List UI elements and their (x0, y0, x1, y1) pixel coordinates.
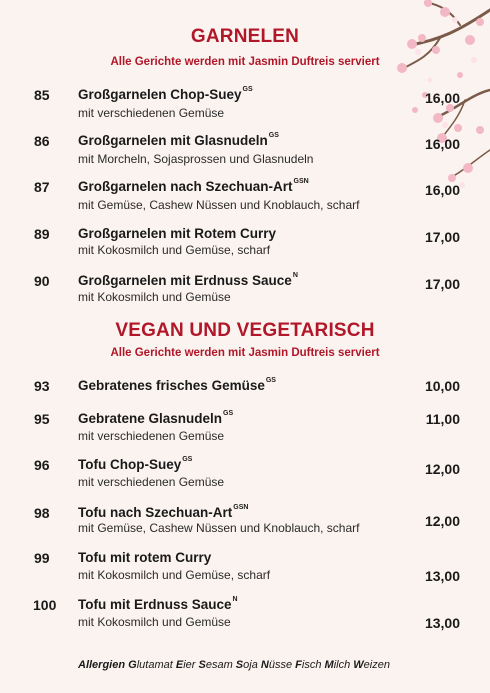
allergen-tag: N (232, 595, 238, 603)
allergen-tag: GS (223, 409, 234, 417)
dish-number: 96 (34, 457, 50, 473)
dish-name: Großgarnelen mit Rotem Curry (78, 226, 277, 241)
dish-description: mit Gemüse, Cashew Nüssen und Knoblauch, scharf (78, 198, 360, 212)
dish-row (0, 457, 490, 497)
dish-price: 13,00 (424, 615, 460, 631)
dish-description: mit Kokosmilch und Gemüse, scharf (78, 243, 271, 257)
dish-number: 98 (34, 505, 50, 521)
dish-number: 100 (33, 597, 57, 613)
dish-name: Tofu Chop-Suey$^{GS}$ (78, 455, 193, 472)
dish-price: 13,00 (424, 568, 460, 584)
allergen-tag: GS (242, 85, 253, 93)
section-subtitle-vegan: Alle Gerichte werden mit Jasmin Duftreis serviert (110, 347, 380, 359)
dish-number: 93 (34, 378, 50, 394)
allergen-item: Glutamat (128, 659, 173, 671)
allergen-item: Milch (324, 659, 351, 671)
allergen-item: Soja (235, 659, 258, 671)
dish-row (0, 133, 490, 173)
allergen-item: Nüsse (260, 659, 293, 671)
dish-price: 16,00 (424, 90, 460, 106)
dish-name: Tofu mit Erdnuss Sauce$^N$ (78, 595, 238, 612)
dish-name: Großgarnelen Chop-Suey$^{GS}$ (78, 85, 253, 102)
dish-name: Gebratenes frisches Gemüse$^{GS}$ (78, 376, 276, 393)
dish-price: 17,00 (424, 276, 460, 292)
dish-description: mit Morcheln, Sojasprossen und Glasnudeln (78, 152, 314, 166)
section-subtitle-garnelen: Alle Gerichte werden mit Jasmin Duftreis serviert (110, 56, 380, 68)
dish-number: 95 (34, 411, 50, 427)
allergen-tag: GSN (233, 503, 249, 511)
allergen-tag: GSN (293, 177, 309, 185)
allergen-tag: GS (268, 131, 279, 139)
allergen-tag: GS (265, 376, 276, 384)
section-title-vegan: VEGAN UND VEGETARISCH (115, 320, 375, 341)
dish-number: 99 (34, 550, 50, 566)
dish-row (0, 550, 490, 590)
allergen-legend (78, 659, 390, 671)
dish-description: mit Kokosmilch und Gemüse (78, 290, 231, 304)
allergen-item: Eier (175, 659, 196, 671)
dish-row (0, 505, 490, 545)
dish-description: mit Kokosmilch und Gemüse (78, 615, 231, 629)
allergen-item: Sesam (198, 659, 233, 671)
dish-description: mit Kokosmilch und Gemüse, scharf (78, 568, 271, 582)
dish-price: 12,00 (424, 513, 460, 529)
dish-number: 85 (34, 87, 50, 103)
allergen-tag: GS (182, 455, 193, 463)
dish-name: Gebratene Glasnudeln$^{GS}$ (78, 409, 234, 426)
dish-number: 89 (34, 226, 50, 242)
dish-row (0, 597, 490, 637)
dish-row (0, 179, 490, 219)
dish-number: 90 (34, 273, 50, 289)
dish-price: 16,00 (424, 182, 460, 198)
allergen-item: Fisch (295, 659, 322, 671)
section-title-garnelen: GARNELEN (190, 26, 300, 47)
dish-description: mit verschiedenen Gemüse (78, 429, 225, 443)
dish-description: mit verschiedenen Gemüse (78, 475, 225, 489)
dish-name: Großgarnelen nach Szechuan-Art$^{GSN}$ (78, 177, 309, 194)
dish-name: Großgarnelen mit Glasnudeln$^{GS}$ (78, 131, 279, 148)
allergen-tag: N (292, 271, 298, 279)
dish-name: Tofu mit rotem Curry (78, 550, 212, 565)
dish-row (0, 411, 490, 451)
allergen-item: Weizen (353, 659, 390, 671)
dish-price: 16,00 (424, 136, 460, 152)
dish-price: 12,00 (424, 461, 460, 477)
dish-row (0, 273, 490, 313)
dish-number: 86 (34, 133, 50, 149)
dish-number: 87 (34, 179, 50, 195)
dish-name: Tofu nach Szechuan-Art$^{GSN}$ (78, 503, 249, 520)
allergen-label: Allergien (78, 659, 126, 671)
dish-price: 17,00 (424, 229, 460, 245)
dish-row (0, 87, 490, 127)
dish-price: 10,00 (424, 378, 460, 394)
dish-row (0, 226, 490, 266)
dish-description: mit Gemüse, Cashew Nüssen und Knoblauch, scharf (78, 521, 360, 535)
dish-price: 11,00 (425, 411, 460, 427)
dish-description: mit verschiedenen Gemüse (78, 106, 225, 120)
dish-name: Großgarnelen mit Erdnuss Sauce$^N$ (78, 271, 298, 288)
